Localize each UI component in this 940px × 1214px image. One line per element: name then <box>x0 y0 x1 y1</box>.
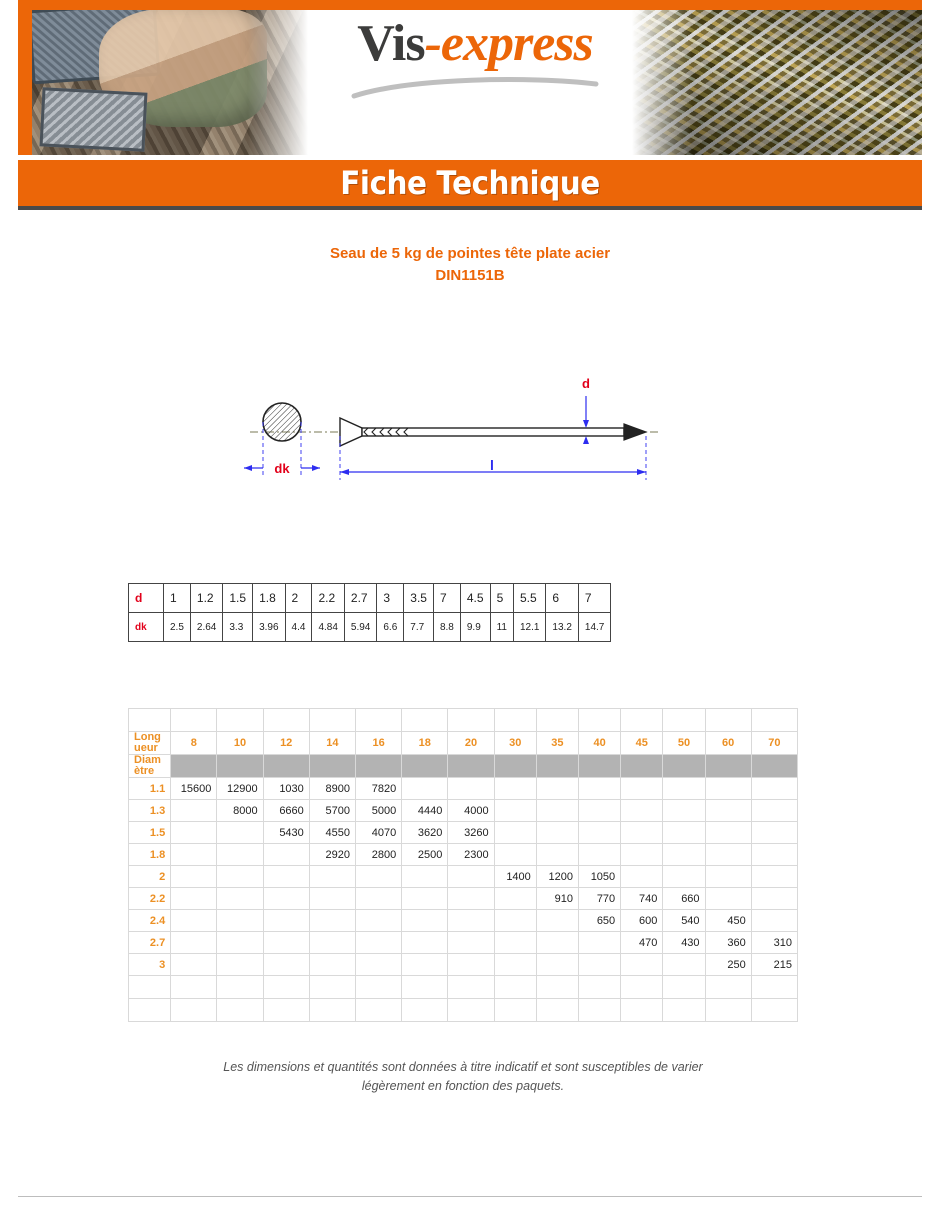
qty-cell: 12900 <box>217 778 263 800</box>
table-spacer-row <box>129 709 798 732</box>
empty-cell <box>494 910 536 932</box>
grey-band-cell <box>356 755 402 778</box>
qty-cell: 8000 <box>217 800 263 822</box>
empty-cell <box>705 976 751 999</box>
row-header-2.7: 2.7 <box>129 932 171 954</box>
empty-cell <box>536 800 578 822</box>
empty-cell <box>705 866 751 888</box>
empty-cell <box>402 866 448 888</box>
empty-cell <box>536 822 578 844</box>
empty-cell <box>494 844 536 866</box>
empty-cell <box>171 888 217 910</box>
qty-cell: 4440 <box>402 800 448 822</box>
empty-cell <box>578 822 620 844</box>
cell-dk-9: 8.8 <box>433 613 460 642</box>
empty-cell <box>309 709 355 732</box>
empty-cell <box>217 954 263 976</box>
table-row-d <box>129 584 611 613</box>
empty-cell <box>263 910 309 932</box>
qty-cell: 450 <box>705 910 751 932</box>
empty-cell <box>129 999 171 1022</box>
empty-cell <box>705 888 751 910</box>
empty-cell <box>536 932 578 954</box>
empty-cell <box>356 910 402 932</box>
cell-d-7: 3 <box>377 584 404 613</box>
empty-cell <box>663 709 705 732</box>
cell-dk-13: 13.2 <box>546 613 578 642</box>
qty-cell: 600 <box>621 910 663 932</box>
empty-cell <box>448 976 494 999</box>
table-row-dk <box>129 613 611 642</box>
empty-cell <box>494 999 536 1022</box>
empty-cell <box>448 999 494 1022</box>
table-header-row-diametre <box>129 755 798 778</box>
orange-top-bar <box>18 0 922 10</box>
qty-cell: 5430 <box>263 822 309 844</box>
qty-cell: 3620 <box>402 822 448 844</box>
column-header-14: 14 <box>309 732 355 755</box>
empty-cell <box>751 976 797 999</box>
empty-cell <box>751 910 797 932</box>
empty-cell <box>217 999 263 1022</box>
empty-cell <box>448 778 494 800</box>
empty-cell <box>663 999 705 1022</box>
empty-cell <box>402 954 448 976</box>
empty-cell <box>356 954 402 976</box>
note-line1: Les dimensions et quantités sont données à titre indicatif et sont susceptibles de varier <box>223 1060 703 1074</box>
empty-cell <box>494 976 536 999</box>
cell-dk-0: 2.5 <box>164 613 191 642</box>
empty-cell <box>402 778 448 800</box>
column-header-40: 40 <box>578 732 620 755</box>
empty-cell <box>263 888 309 910</box>
grey-band-cell <box>663 755 705 778</box>
empty-cell <box>578 709 620 732</box>
empty-cell <box>217 932 263 954</box>
empty-cell <box>263 976 309 999</box>
qty-cell: 7820 <box>356 778 402 800</box>
empty-cell <box>494 778 536 800</box>
empty-cell <box>494 822 536 844</box>
qty-cell: 1400 <box>494 866 536 888</box>
empty-cell <box>263 844 309 866</box>
empty-cell <box>663 866 705 888</box>
empty-cell <box>217 888 263 910</box>
empty-cell <box>578 932 620 954</box>
row-header-d: d <box>129 584 164 613</box>
empty-cell <box>309 910 355 932</box>
empty-cell <box>263 709 309 732</box>
table-row <box>129 778 798 800</box>
cell-dk-1: 2.64 <box>190 613 222 642</box>
cell-dk-2: 3.3 <box>223 613 253 642</box>
empty-cell <box>171 999 217 1022</box>
empty-cell <box>536 778 578 800</box>
banner-underline <box>18 206 922 210</box>
empty-cell <box>263 866 309 888</box>
empty-cell <box>309 954 355 976</box>
assorted-screws-closeup-photo <box>632 0 922 155</box>
empty-cell <box>494 709 536 732</box>
qty-cell: 2500 <box>402 844 448 866</box>
empty-cell <box>356 709 402 732</box>
cell-dk-12: 12.1 <box>513 613 545 642</box>
qty-cell: 2800 <box>356 844 402 866</box>
cell-d-4: 2 <box>285 584 312 613</box>
empty-cell <box>578 999 620 1022</box>
empty-cell <box>621 822 663 844</box>
empty-cell <box>171 800 217 822</box>
empty-cell <box>217 822 263 844</box>
qty-cell: 250 <box>705 954 751 976</box>
table-header-row-longueur <box>129 732 798 755</box>
qty-cell: 910 <box>536 888 578 910</box>
empty-cell <box>621 999 663 1022</box>
empty-cell <box>663 976 705 999</box>
empty-cell <box>536 844 578 866</box>
empty-cell <box>171 910 217 932</box>
empty-cell <box>402 709 448 732</box>
empty-cell <box>171 709 217 732</box>
empty-cell <box>129 976 171 999</box>
column-header-16: 16 <box>356 732 402 755</box>
empty-cell <box>578 844 620 866</box>
column-header-50: 50 <box>663 732 705 755</box>
logo-suffix-text: -express <box>424 15 593 72</box>
document-title-banner <box>18 160 922 206</box>
qty-cell: 4070 <box>356 822 402 844</box>
cell-dk-8: 7.7 <box>404 613 434 642</box>
cell-dk-7: 6.6 <box>377 613 404 642</box>
empty-cell <box>751 844 797 866</box>
grey-band-cell <box>402 755 448 778</box>
qty-cell: 8900 <box>309 778 355 800</box>
grey-band-cell <box>263 755 309 778</box>
empty-cell <box>217 910 263 932</box>
qty-cell: 1050 <box>578 866 620 888</box>
product-title <box>0 243 940 287</box>
empty-cell <box>578 976 620 999</box>
table-spacer-row <box>129 999 798 1022</box>
column-header-70: 70 <box>751 732 797 755</box>
table-row <box>129 822 798 844</box>
cell-dk-11: 11 <box>490 613 513 642</box>
empty-cell <box>309 976 355 999</box>
empty-cell <box>536 954 578 976</box>
cell-d-3: 1.8 <box>253 584 285 613</box>
empty-cell <box>263 932 309 954</box>
empty-cell <box>751 822 797 844</box>
column-header-8: 8 <box>171 732 217 755</box>
qty-cell: 3260 <box>448 822 494 844</box>
column-header-12: 12 <box>263 732 309 755</box>
grey-band-cell <box>536 755 578 778</box>
column-header-35: 35 <box>536 732 578 755</box>
empty-cell <box>705 822 751 844</box>
cell-dk-5: 4.84 <box>312 613 344 642</box>
empty-cell <box>309 866 355 888</box>
dimension-table <box>128 583 611 642</box>
empty-cell <box>356 866 402 888</box>
logo-swoosh-icon <box>330 74 620 105</box>
grey-band-cell <box>705 755 751 778</box>
cell-dk-3: 3.96 <box>253 613 285 642</box>
empty-cell <box>751 866 797 888</box>
cell-d-5: 2.2 <box>312 584 344 613</box>
cell-dk-6: 5.94 <box>344 613 376 642</box>
empty-cell <box>448 910 494 932</box>
empty-cell <box>663 800 705 822</box>
page-header <box>0 0 940 158</box>
grey-band-cell <box>621 755 663 778</box>
product-title-line2: DIN1151B <box>435 267 505 284</box>
empty-cell <box>621 866 663 888</box>
empty-cell <box>494 888 536 910</box>
qty-cell: 470 <box>621 932 663 954</box>
table-row <box>129 888 798 910</box>
empty-cell <box>578 800 620 822</box>
qty-cell: 650 <box>578 910 620 932</box>
qty-cell: 1200 <box>536 866 578 888</box>
empty-cell <box>263 954 309 976</box>
cell-dk-4: 4.4 <box>285 613 312 642</box>
table-row <box>129 910 798 932</box>
row-header-1.5: 1.5 <box>129 822 171 844</box>
table-row <box>129 866 798 888</box>
empty-cell <box>751 999 797 1022</box>
cell-d-14: 7 <box>578 584 610 613</box>
empty-cell <box>578 954 620 976</box>
screw-box <box>40 87 148 151</box>
table-row <box>129 954 798 976</box>
qty-cell: 2300 <box>448 844 494 866</box>
qty-cell: 215 <box>751 954 797 976</box>
empty-cell <box>171 866 217 888</box>
empty-cell <box>402 976 448 999</box>
empty-cell <box>705 844 751 866</box>
empty-cell <box>751 800 797 822</box>
empty-cell <box>448 932 494 954</box>
table-row <box>129 844 798 866</box>
qty-cell: 1030 <box>263 778 309 800</box>
cell-d-9: 7 <box>433 584 460 613</box>
row-header-1.1: 1.1 <box>129 778 171 800</box>
empty-cell <box>663 844 705 866</box>
empty-cell <box>536 709 578 732</box>
note-line2: légèrement en fonction des paquets. <box>361 1079 565 1093</box>
cell-d-12: 5.5 <box>513 584 545 613</box>
empty-cell <box>171 822 217 844</box>
table-row <box>129 932 798 954</box>
empty-cell <box>705 778 751 800</box>
cell-dk-14: 14.7 <box>578 613 610 642</box>
cell-dk-10: 9.9 <box>460 613 490 642</box>
empty-cell <box>171 976 217 999</box>
qty-cell: 6660 <box>263 800 309 822</box>
corner-label-diametre: Diam ètre <box>129 755 171 778</box>
empty-cell <box>663 822 705 844</box>
empty-cell <box>621 709 663 732</box>
product-title-line1: Seau de 5 kg de pointes tête plate acier <box>329 245 611 262</box>
column-header-30: 30 <box>494 732 536 755</box>
empty-cell <box>448 866 494 888</box>
empty-cell <box>171 932 217 954</box>
cell-d-0: 1 <box>164 584 191 613</box>
grey-band-cell <box>751 755 797 778</box>
photo-fade <box>632 0 692 155</box>
empty-cell <box>356 888 402 910</box>
grey-band-cell <box>171 755 217 778</box>
empty-cell <box>536 976 578 999</box>
empty-cell <box>448 888 494 910</box>
cell-d-13: 6 <box>546 584 578 613</box>
empty-cell <box>217 709 263 732</box>
qty-cell: 540 <box>663 910 705 932</box>
grey-band-cell <box>217 755 263 778</box>
column-header-10: 10 <box>217 732 263 755</box>
qty-cell: 740 <box>621 888 663 910</box>
empty-cell <box>356 932 402 954</box>
empty-cell <box>448 709 494 732</box>
cell-d-6: 2.7 <box>344 584 376 613</box>
grey-band-cell <box>448 755 494 778</box>
qty-cell: 4000 <box>448 800 494 822</box>
cell-d-2: 1.5 <box>223 584 253 613</box>
logo-main-text: Vis <box>357 15 425 72</box>
empty-cell <box>448 954 494 976</box>
empty-cell <box>171 844 217 866</box>
qty-cell: 360 <box>705 932 751 954</box>
qty-cell: 660 <box>663 888 705 910</box>
empty-cell <box>129 709 171 732</box>
empty-cell <box>217 976 263 999</box>
empty-cell <box>536 910 578 932</box>
empty-cell <box>309 932 355 954</box>
quantity-table-note <box>128 1058 798 1096</box>
column-header-18: 18 <box>402 732 448 755</box>
qty-cell: 15600 <box>171 778 217 800</box>
nail-technical-drawing <box>230 370 680 520</box>
quantity-table <box>128 708 798 1022</box>
empty-cell <box>705 709 751 732</box>
cell-d-10: 4.5 <box>460 584 490 613</box>
table-row <box>129 800 798 822</box>
empty-cell <box>751 709 797 732</box>
empty-cell <box>621 844 663 866</box>
row-header-2: 2 <box>129 866 171 888</box>
page-title: Fiche Technique <box>340 164 600 202</box>
cell-d-11: 5 <box>490 584 513 613</box>
empty-cell <box>494 954 536 976</box>
empty-cell <box>402 932 448 954</box>
corner-label-longueur: Long ueur <box>129 732 171 755</box>
empty-cell <box>663 778 705 800</box>
row-header-3: 3 <box>129 954 171 976</box>
empty-cell <box>751 888 797 910</box>
empty-cell <box>663 954 705 976</box>
row-header-1.3: 1.3 <box>129 800 171 822</box>
grey-band-cell <box>578 755 620 778</box>
empty-cell <box>263 999 309 1022</box>
empty-cell <box>309 999 355 1022</box>
row-header-1.8: 1.8 <box>129 844 171 866</box>
empty-cell <box>494 800 536 822</box>
empty-cell <box>402 888 448 910</box>
qty-cell: 4550 <box>309 822 355 844</box>
empty-cell <box>621 976 663 999</box>
qty-cell: 430 <box>663 932 705 954</box>
qty-cell: 5000 <box>356 800 402 822</box>
empty-cell <box>621 778 663 800</box>
drawing-label-d: d <box>582 376 590 391</box>
footer-divider <box>18 1196 922 1197</box>
qty-cell: 2920 <box>309 844 355 866</box>
empty-cell <box>217 844 263 866</box>
empty-cell <box>621 800 663 822</box>
empty-cell <box>217 866 263 888</box>
empty-cell <box>356 999 402 1022</box>
qty-cell: 770 <box>578 888 620 910</box>
orange-left-block <box>18 0 32 155</box>
empty-cell <box>536 999 578 1022</box>
drawing-label-l: l <box>490 457 494 473</box>
brand-logo <box>330 15 620 105</box>
drawing-label-dk: dk <box>274 461 290 476</box>
empty-cell <box>402 910 448 932</box>
row-header-2.2: 2.2 <box>129 888 171 910</box>
cell-d-1: 1.2 <box>190 584 222 613</box>
empty-cell <box>171 954 217 976</box>
empty-cell <box>751 778 797 800</box>
qty-cell: 5700 <box>309 800 355 822</box>
cell-d-8: 3.5 <box>404 584 434 613</box>
table-spacer-row <box>129 976 798 999</box>
row-header-2.4: 2.4 <box>129 910 171 932</box>
logo-wordmark <box>330 15 620 72</box>
row-header-dk: dk <box>129 613 164 642</box>
empty-cell <box>705 999 751 1022</box>
empty-cell <box>578 778 620 800</box>
column-header-60: 60 <box>705 732 751 755</box>
empty-cell <box>621 954 663 976</box>
column-header-20: 20 <box>448 732 494 755</box>
empty-cell <box>494 932 536 954</box>
grey-band-cell <box>494 755 536 778</box>
photo-fade <box>248 0 308 155</box>
empty-cell <box>356 976 402 999</box>
grey-band-cell <box>309 755 355 778</box>
empty-cell <box>402 999 448 1022</box>
empty-cell <box>309 888 355 910</box>
column-header-45: 45 <box>621 732 663 755</box>
empty-cell <box>705 800 751 822</box>
workshop-hands-sorting-screws-photo <box>18 0 308 155</box>
qty-cell: 310 <box>751 932 797 954</box>
